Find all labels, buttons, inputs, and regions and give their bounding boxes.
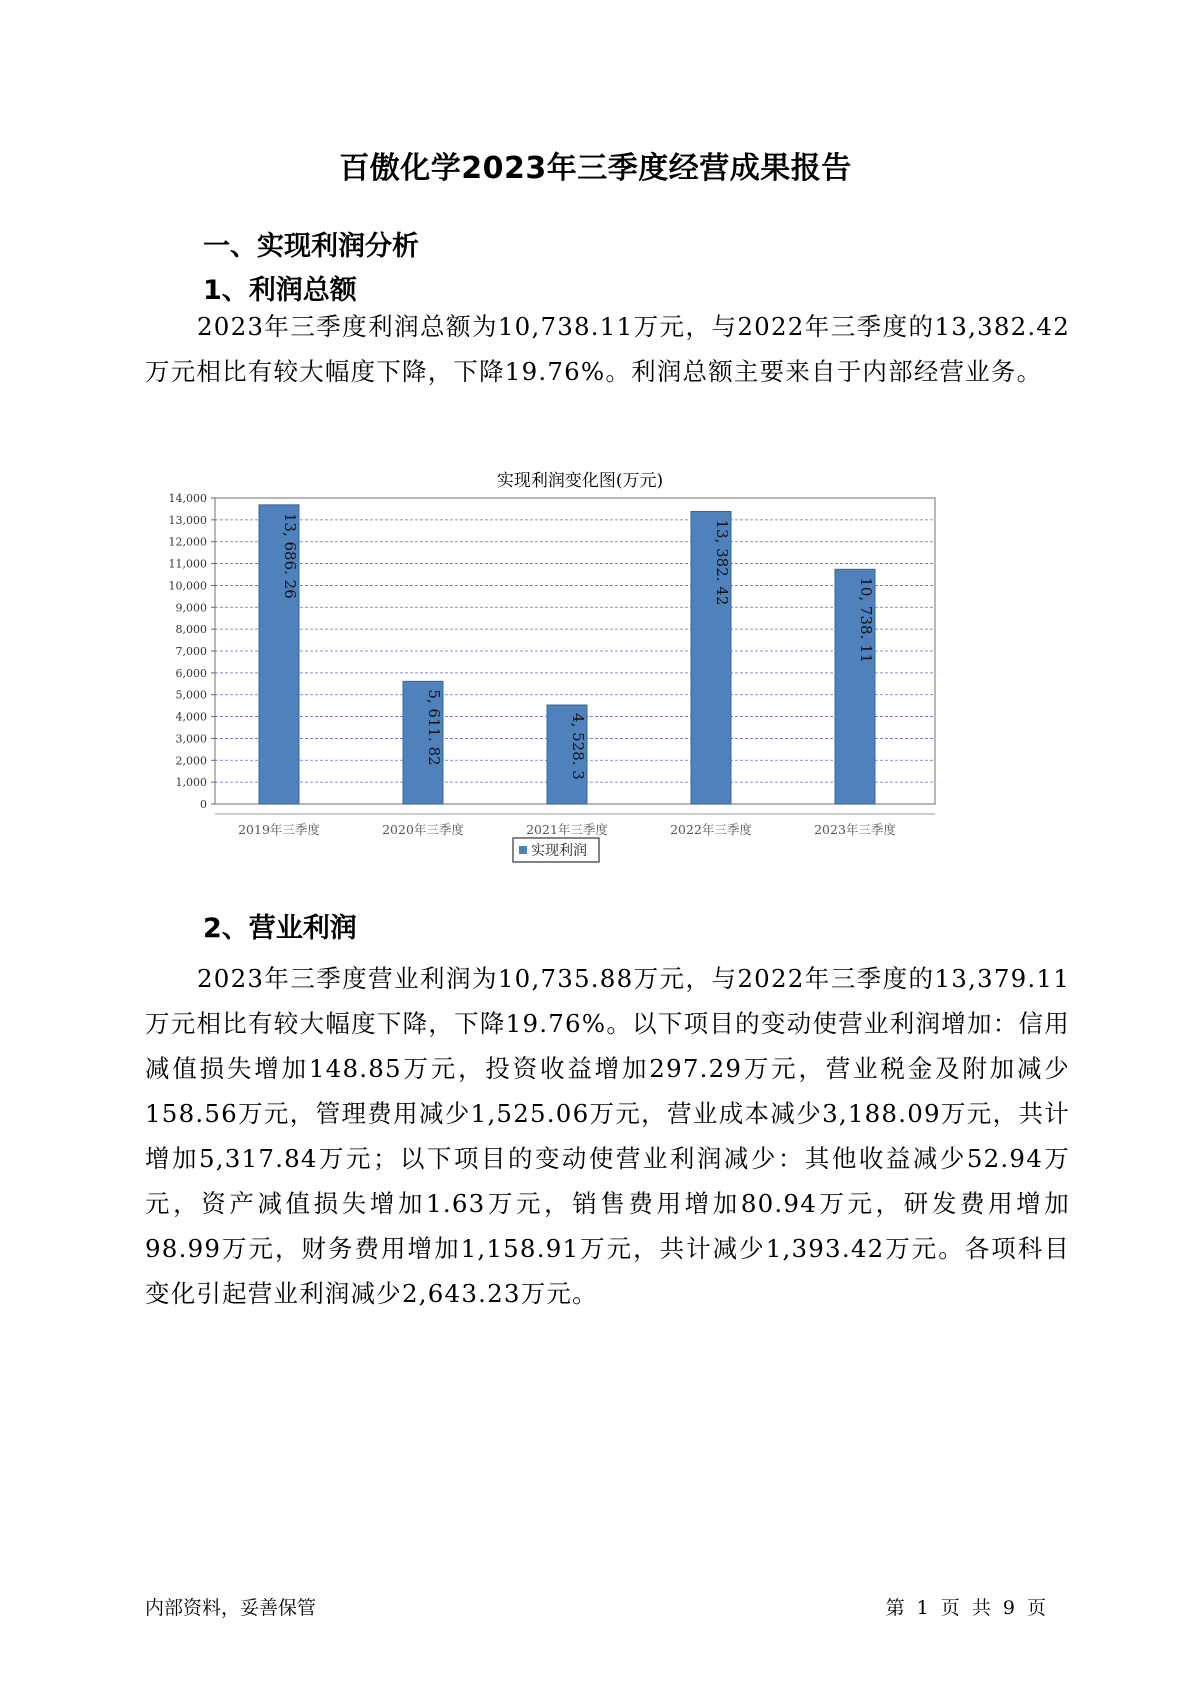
y-tick-label: 2,000 <box>175 754 207 768</box>
footer-confidential-note: 内部资料，妥善保管 <box>145 1597 317 1619</box>
bar-data-label: 4, 528. 3 <box>569 713 587 780</box>
subsection-heading-total-profit: 1、利润总额 <box>203 275 357 306</box>
legend-label: 实现利润 <box>531 843 587 859</box>
y-tick-label: 5,000 <box>175 688 207 702</box>
y-tick-label: 10,000 <box>168 579 207 593</box>
y-tick-label: 13,000 <box>168 513 207 527</box>
document-title: 百傲化学2023年三季度经营成果报告 <box>339 151 852 186</box>
y-tick-label: 6,000 <box>175 666 207 680</box>
bar-data-label: 13, 382. 42 <box>713 519 731 606</box>
y-tick-label: 11,000 <box>168 557 207 571</box>
x-tick-label: 2023年三季度 <box>814 822 896 837</box>
legend-swatch <box>519 846 527 854</box>
paragraph-operating-profit: 2023年三季度营业利润为10,735.88万元，与2022年三季度的13,379.11万元相比有较大幅度下降，下降19.76%。以下项目的变动使营业利润增加：信用减值损失增加148.85万元，投资收益增加297.29万元，营业税金及附加减少158.56万元，管理费用减少1,525.06万元，营业成本减少3,188.09万元，共计增加5,317.84万元；以下项目的变动使营业利润减少：其他收益减少52.94万元，资产减值损失增加1.63万元，销售费用增加80.94万元，研发费用增加98.99万元，财务费用增加1,158.91万元，共计减少1,393.42万元。各项科目变化引起营业利润减少2,643.23万元。 <box>145 964 1070 1308</box>
section-heading-profit-analysis: 一、实现利润分析 <box>203 231 419 262</box>
y-tick-label: 3,000 <box>175 732 207 746</box>
bar-data-label: 13, 686. 26 <box>281 512 299 599</box>
footer-page-number: 第 1 页 共 9 页 <box>885 1597 1046 1619</box>
y-tick-label: 12,000 <box>168 535 207 549</box>
y-tick-label: 4,000 <box>175 710 207 724</box>
chart-title: 实现利润变化图(万元) <box>496 471 664 491</box>
y-tick-label: 8,000 <box>175 623 207 637</box>
y-tick-label: 1,000 <box>175 776 207 790</box>
x-tick-label: 2019年三季度 <box>238 822 320 837</box>
profit-chart-svg <box>165 458 1025 948</box>
y-tick-label: 9,000 <box>175 601 207 615</box>
paragraph-total-profit: 2023年三季度利润总额为10,738.11万元，与2022年三季度的13,382.42万元相比有较大幅度下降，下降19.76%。利润总额主要来自于内部经营业务。 <box>145 312 1070 386</box>
y-tick-label: 0 <box>200 798 207 811</box>
profit-bar-chart <box>165 458 1025 918</box>
subsection-heading-operating-profit: 2、营业利润 <box>203 913 357 944</box>
bar-data-label: 5, 611. 82 <box>425 689 443 766</box>
x-tick-label: 2021年三季度 <box>526 822 608 837</box>
y-tick-label: 14,000 <box>168 492 207 505</box>
bar-data-label: 10, 738. 11 <box>857 577 875 664</box>
x-tick-label: 2020年三季度 <box>382 822 464 837</box>
y-tick-label: 7,000 <box>175 645 207 658</box>
x-tick-label: 2022年三季度 <box>670 822 752 837</box>
